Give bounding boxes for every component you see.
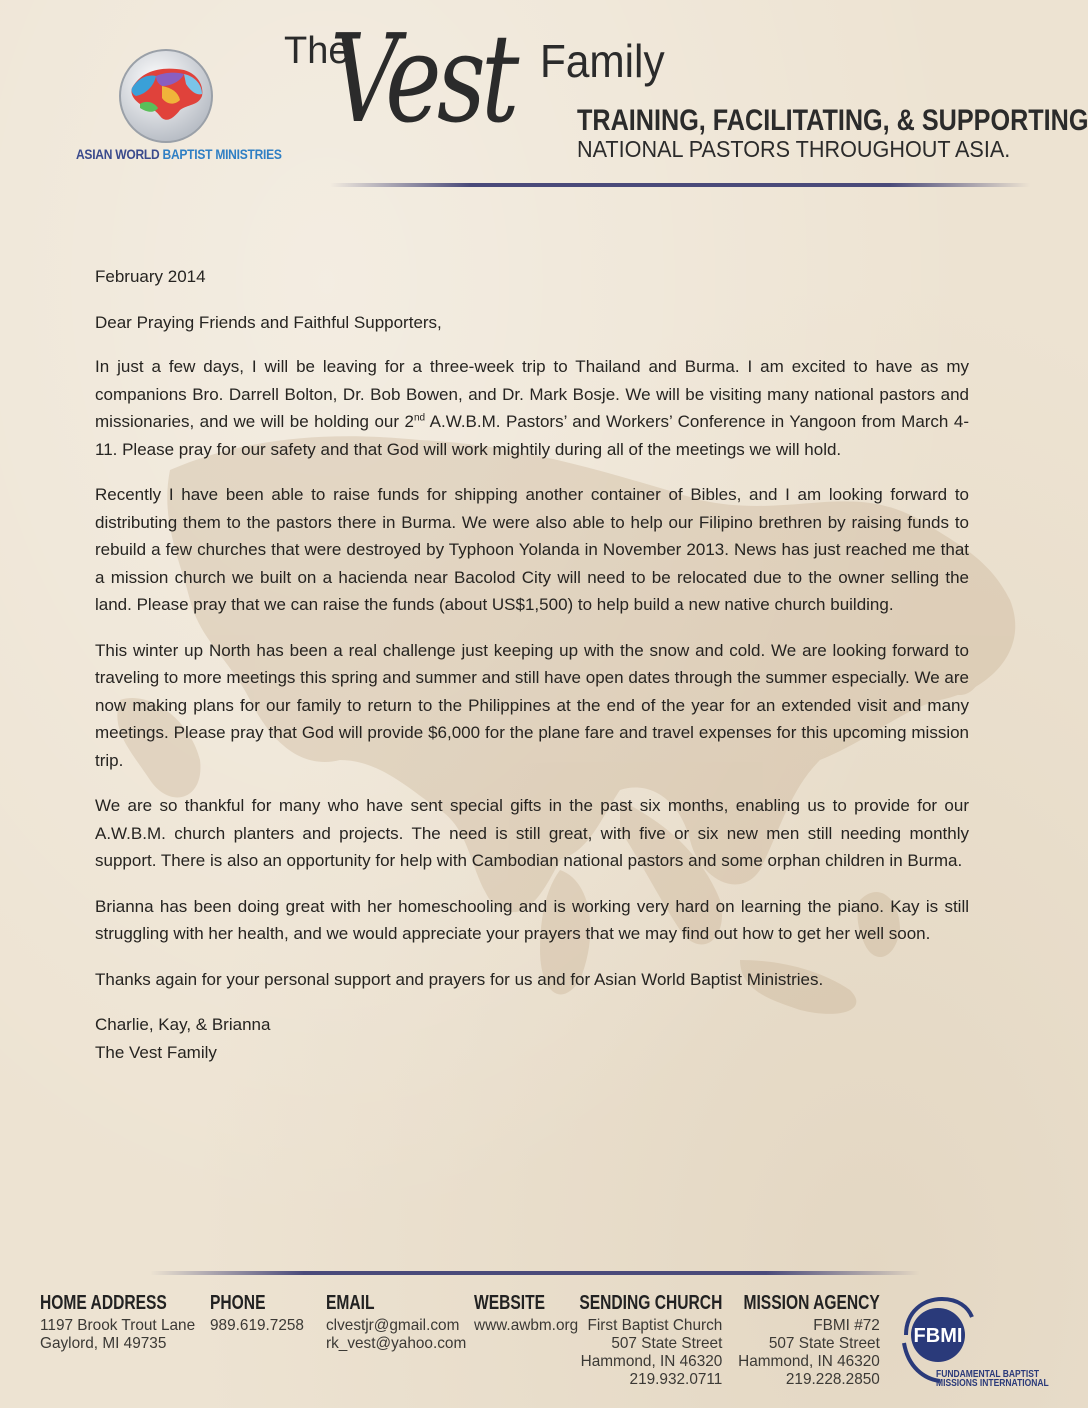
email-heading: EMAIL — [326, 1292, 375, 1314]
email-1: clvestjr@gmail.com — [326, 1317, 460, 1334]
signature-names: Charlie, Kay, & Brianna — [95, 1015, 271, 1034]
footer-email — [326, 1292, 472, 1353]
letter-body — [95, 263, 969, 1066]
paragraph-1: In just a few days, I will be leaving for a three-week trip to Thailand and Burma. I am excited to have as my companions Bro. Darrell Bolton, Dr. Bob Bowen, and Dr. Mark Bosje. We will be visiting many national pastors and missionaries, and we will be holding our 2nd A.W.B.M. Pastors’ and Workers’ Conference in Yangoon from March 4-11. Please pray for our safety and that God will work mightily during all of the meetings we will hold. — [95, 357, 969, 459]
phone-heading: PHONE — [210, 1292, 266, 1314]
letter-date: February 2014 — [95, 267, 206, 286]
home-address-line-2: Gaylord, MI 49735 — [40, 1335, 167, 1352]
agency-phone: 219.228.2850 — [786, 1371, 880, 1388]
church-city: Hammond, IN 46320 — [580, 1353, 722, 1370]
fbmi-name: FUNDAMENTAL BAPTIST MISSIONS INTERNATIONAL — [936, 1369, 1049, 1389]
church-name: First Baptist Church — [587, 1317, 722, 1334]
church-phone: 219.932.0711 — [629, 1371, 722, 1388]
footer-phone — [210, 1292, 308, 1335]
signature-family: The Vest Family — [95, 1042, 217, 1062]
paragraph-4: We are so thankful for many who have sent special gifts in the past six months, enabling us to provide for our A.W.B.M. church planters and projects. The need is still great, with five or six new men still needing monthly support. There is also an opportunity for help with Cambodian national pastors and some orphan children in Burma. — [95, 796, 969, 870]
footer-home-address — [40, 1292, 203, 1353]
paragraph-2: Recently I have been able to raise funds for shipping another container of Bibles, and I am looking forward to distributing them to the pastors there in Burma. We were also able to help our Filipino brethren by raising funds to rebuild a few churches that were destroyed by Typhoon Yolanda in November 2013. News has just reached me that a mission church we built on a hacienda near Bacolod City will need to be relocated due to the owner selling the land. Please pray that we can raise the funds (about US$1,500) to help build a new native church building. — [95, 485, 969, 614]
brand-the: The — [284, 30, 350, 72]
paragraph-6: Thanks again for your personal support and prayers for us and for Asian World Baptist Ministries. — [95, 969, 824, 989]
brand-vest: Vest — [330, 8, 515, 150]
header-divider — [330, 183, 1030, 187]
home-address-line-1: 1197 Brook Trout Lane — [40, 1317, 196, 1334]
home-address-heading: HOME ADDRESS — [40, 1292, 167, 1314]
footer-divider — [150, 1271, 920, 1275]
church-street: 507 State Street — [610, 1335, 722, 1352]
footer-sending-church — [539, 1292, 722, 1389]
paragraph-3: This winter up North has been a real challenge just keeping up with the snow and cold. We are looking forward to traveling to more meetings this spring and summer and still have open dates through the summer especially. We are now making plans for our family to return to the Philippines at the end of the year for an extended visit and many meetings. Please pray that God will provide $6,000 for the plane fare and travel expenses for this upcoming mission trip. — [95, 640, 969, 770]
footer-mission-agency — [705, 1292, 880, 1389]
salutation: Dear Praying Friends and Faithful Supporters, — [95, 312, 442, 332]
agency-city: Hammond, IN 46320 — [738, 1353, 880, 1370]
agency-street: 507 State Street — [768, 1335, 880, 1352]
paragraph-5: Brianna has been doing great with her homeschooling and is working very hard on learning the piano. Kay is still struggling with her health, and we would appreciate your prayers that we may find out how to get her well soon. — [95, 896, 969, 943]
sending-church-heading: SENDING CHURCH — [578, 1292, 722, 1314]
agency-id: FBMI #72 — [813, 1317, 880, 1334]
tagline-line-1: TRAINING, FACILITATING, & SUPPORTING — [577, 104, 1088, 137]
website-heading: WEBSITE — [474, 1292, 546, 1314]
logo-wordmark: ASIAN WORLD BAPTIST MINISTRIES — [76, 146, 282, 162]
phone-number: 989.619.7258 — [210, 1317, 304, 1334]
email-2: rk_vest@yahoo.com — [326, 1335, 467, 1352]
website-url: www.awbm.org — [474, 1317, 579, 1334]
mission-agency-heading: MISSION AGENCY — [743, 1292, 880, 1314]
brand-family: Family — [540, 35, 665, 87]
svg-text:FBMI: FBMI — [913, 1325, 963, 1347]
globe-logo-icon — [118, 48, 214, 144]
tagline-line-2: NATIONAL PASTORS THROUGHOUT ASIA. — [577, 136, 1011, 162]
